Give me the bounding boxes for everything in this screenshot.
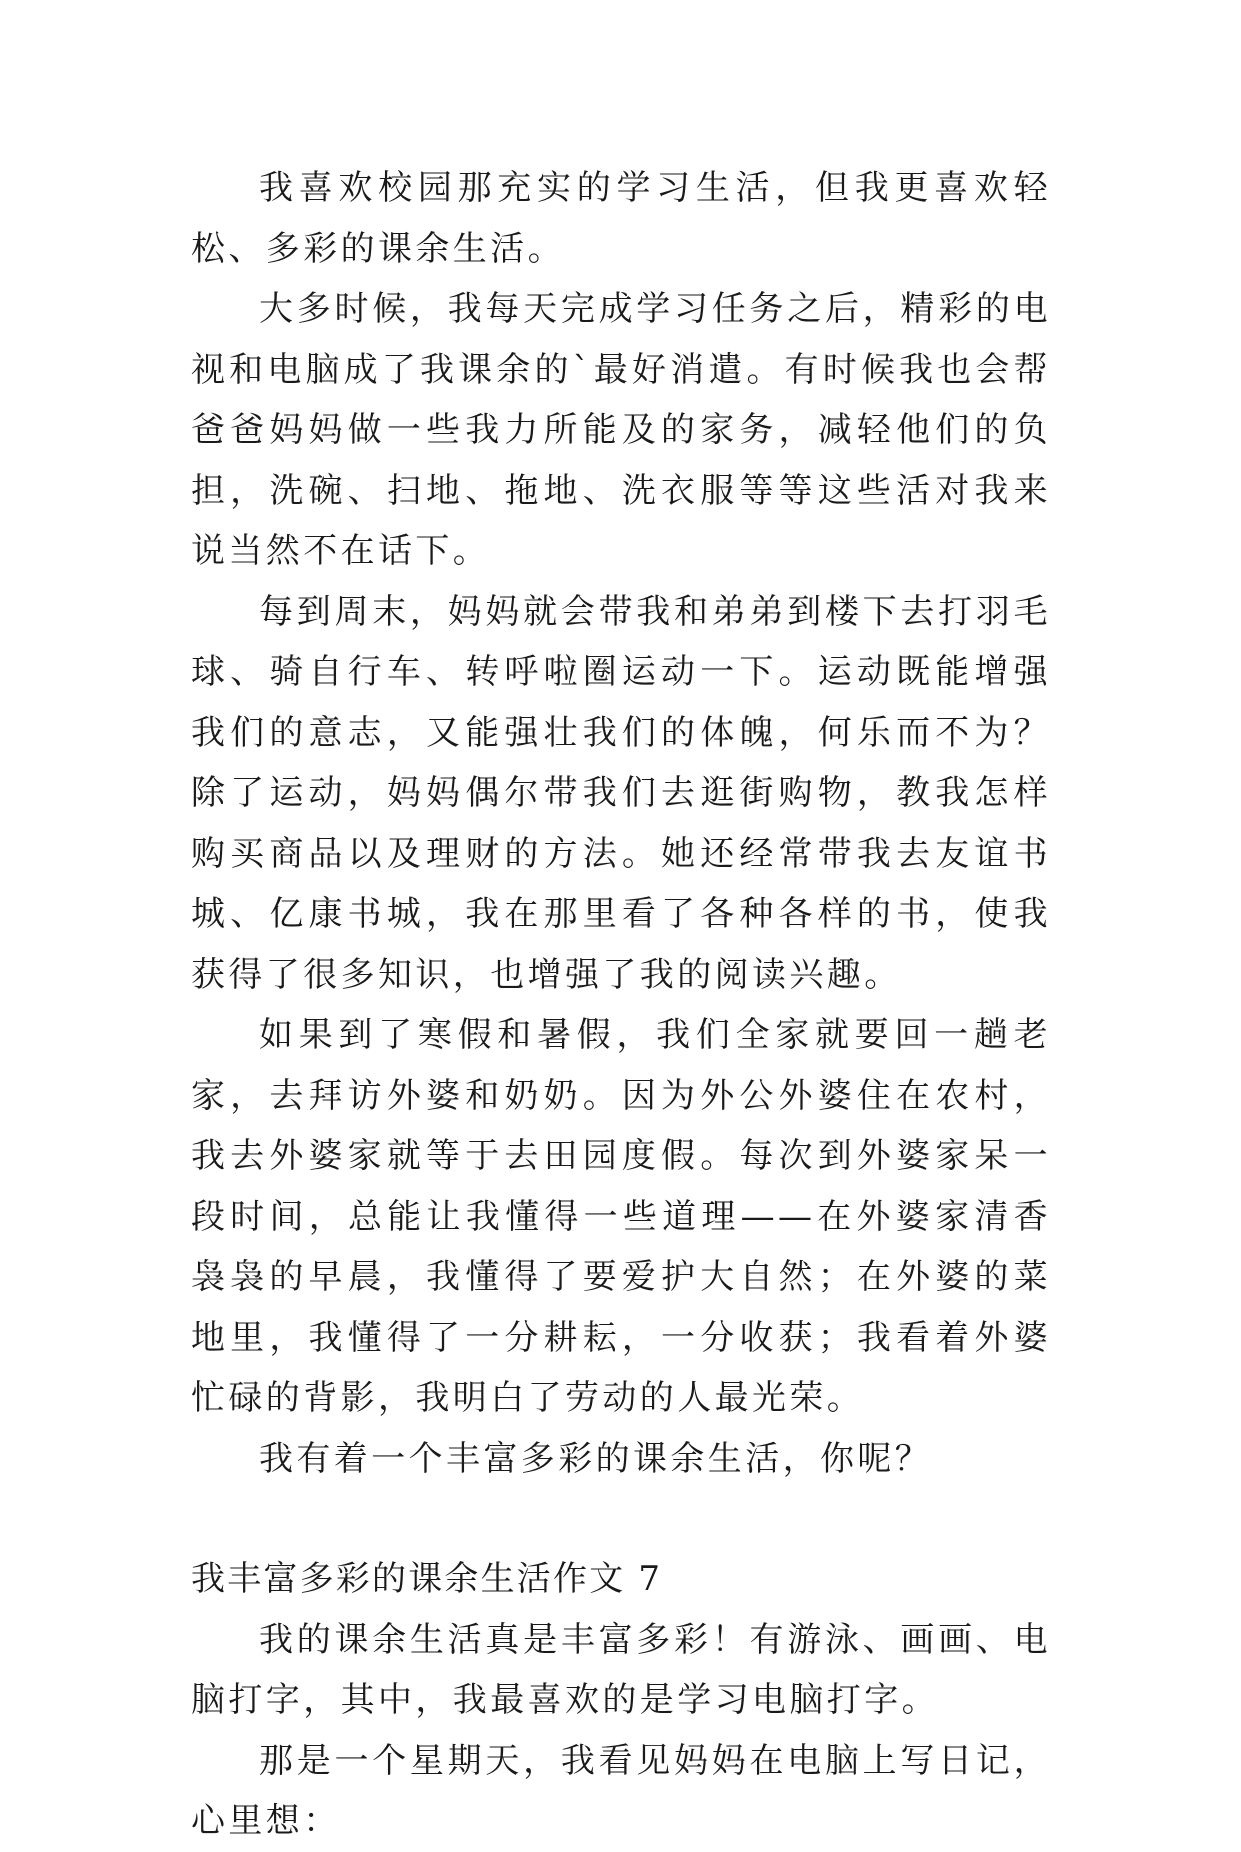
paragraph-2: 大多时候，我每天完成学习任务之后，精彩的电视和电脑成了我课余的`最好消遣。有时候我也会帮爸爸妈妈做一些我力所能及的家务，减轻他们的负担，洗碗、扫地、拖地、洗衣服等等这些活对我来说当然不在话下。 [191, 289, 1051, 571]
paragraph-1: 我喜欢校园那充实的学习生活，但我更喜欢轻松、多彩的课余生活。 [191, 168, 1051, 269]
paragraph-6: 我的课余生活真是丰富多彩！有游泳、画画、电脑打字，其中，我最喜欢的是学习电脑打字。 [191, 1619, 1051, 1720]
paragraph-4: 如果到了寒假和暑假，我们全家就要回一趟老家，去拜访外婆和奶奶。因为外公外婆住在农村，我去外婆家就等于去田园度假。每次到外婆家呆一段时间，总能让我懂得一些道理——在外婆家清香袅袅的早晨，我懂得了要爱护大自然；在外婆的菜地里，我懂得了一分耕耘，一分收获；我看着外婆忙碌的背影，我明白了劳动的人最光荣。 [191, 1015, 1051, 1418]
paragraph-7: 那是一个星期天，我看见妈妈在电脑上写日记，心里想： [191, 1740, 1051, 1841]
paragraph-3: 每到周末，妈妈就会带我和弟弟到楼下去打羽毛球、骑自行车、转呼啦圈运动一下。运动既能增强我们的意志，又能强壮我们的体魄，何乐而不为？除了运动，妈妈偶尔带我们去逛街购物，教我怎样购买商品以及理财的方法。她还经常带我去友谊书城、亿康书城，我在那里看了各种各样的书，使我获得了很多知识，也增强了我的阅读兴趣。 [191, 591, 1051, 995]
document-body [191, 158, 1051, 1852]
section-heading: 我丰富多彩的课余生活作文 7 [191, 1559, 663, 1599]
paragraph-5: 我有着一个丰富多彩的课余生活，你呢？ [259, 1438, 933, 1479]
